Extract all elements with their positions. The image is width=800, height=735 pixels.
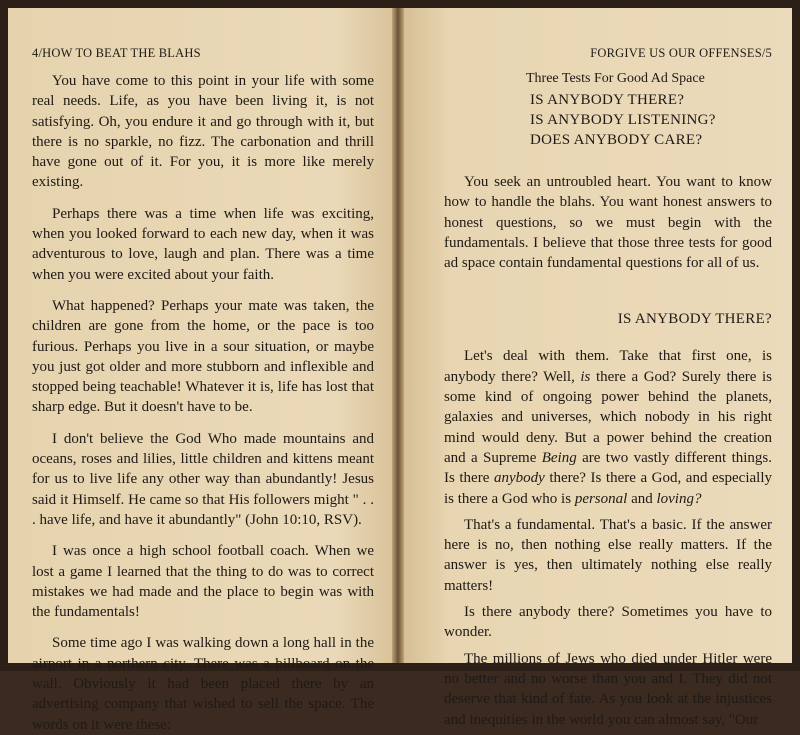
text-run: Let's deal with them. Take that first one, is anybody there? Well, (444, 348, 772, 385)
paragraph: I was once a high school football coach. When we lost a game I learned that the thing to do was to correct mistakes we had made and the place to begin was with the fundamentals! (32, 543, 374, 621)
left-page-header: 4/HOW TO BEAT THE BLAHS (32, 46, 201, 60)
billboard-line: IS ANYBODY LISTENING? (530, 112, 716, 128)
emphasis: Being (541, 449, 577, 466)
left-page (8, 8, 392, 733)
paragraph: That's a fundamental. That's a basic. If the answer here is no, then nothing else really matters. If the answer is yes, then ultimately nothing else really matters! (444, 516, 772, 594)
emphasis: anybody (493, 470, 545, 487)
paragraph: Is there anybody there? Sometimes you have to wonder. (444, 604, 772, 641)
text-run: are two vastly different things. Is there (444, 449, 772, 487)
emphasis: loving? (656, 490, 702, 507)
book-gutter (392, 8, 404, 663)
billboard-text (444, 90, 772, 150)
text-run: there a God? Surely there is some kind of ongoing power behind the planets, galaxies and universes, which nobody in his right mind would deny. But a power behind the creation and a Supreme (444, 368, 772, 466)
right-page-header: FORGIVE US OUR OFFENSES/5 (590, 46, 772, 60)
paragraph: You have come to this point in your life with some real needs. Life, as you have been living it, is not satisfying. Oh, you endure it and go through with it, but there is no sparkle, no fizz. The carbonation and thrill have gone out of it. For you, it is more like merely existing. (32, 73, 374, 191)
emphasis: is (580, 368, 591, 385)
emphasis: personal (574, 490, 628, 507)
right-page (404, 8, 792, 728)
billboard-line: IS ANYBODY THERE? (530, 92, 685, 108)
billboard-line: DOES ANYBODY CARE? (530, 132, 703, 148)
paragraph: The millions of Jews who died under Hitler were no better and no worse than you and I. They did not deserve that kind of fate. As you look at the injustices and inequities in the world you can almost say, "Our (444, 650, 772, 728)
section-subhead: IS ANYBODY THERE? (617, 311, 772, 328)
paragraph: What happened? Perhaps your mate was taken, the children are gone from the home, or the pace is too furious. Perhaps you live in a sour situation, or maybe you just got older and more stubborn and inflexible and stopped being teachable! Whatever it is, life has lost that sharp edge. But it doesn't have to be. (32, 297, 374, 416)
paragraph: I don't believe the God Who made mountains and oceans, roses and lilies, little children and kittens meant for us to live life any other way than abundantly! Jesus said it Himself. He came so that His followers might " . . . have life, and have it abundantly" (John 10:10, RSV). (32, 430, 374, 528)
paragraph: Perhaps there was a time when life was exciting, when you looked forward to each new day, when it was adventurous to love, laugh and plan. There was a time when you were excited about your faith. (32, 205, 374, 283)
ad-space-title: Three Tests For Good Ad Space (526, 71, 705, 86)
paragraph: You seek an untroubled heart. You want to know how to handle the blahs. You want honest answers to honest questions, so we must begin with the fundamentals. I believe that those three tests for good ad space contain fundamental questions for all of us. (444, 174, 772, 272)
paragraph (444, 346, 772, 508)
paragraph: Some time ago I was walking down a long hall in the airport in a northern city. There was a billboard on the wall. Obviously it had been placed there by an advertising company that wished to sell the space. The words on it were these: (32, 635, 374, 733)
text-run: and (627, 490, 657, 507)
text-run: there? Is there a God, and especially is there a God who is (444, 470, 772, 507)
